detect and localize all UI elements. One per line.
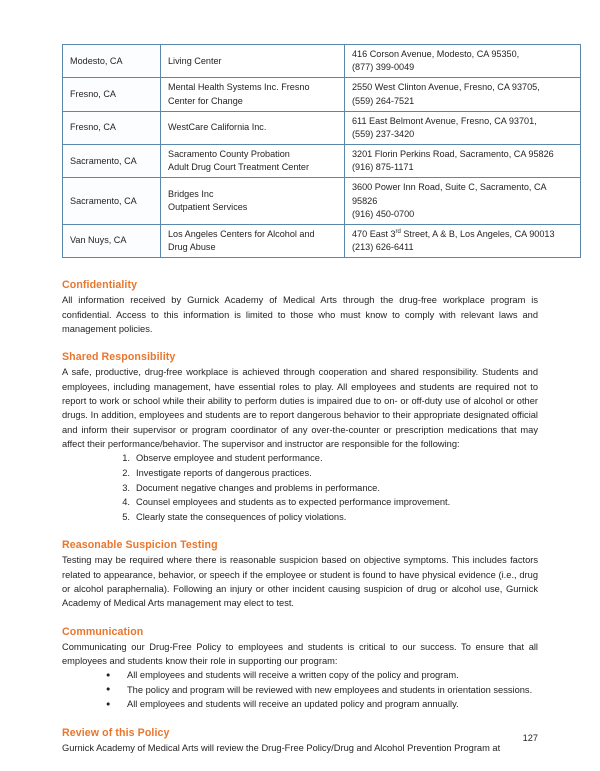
- organization-line: Outpatient Services: [168, 202, 248, 213]
- phone-line: (213) 626-6411: [352, 242, 414, 253]
- list-item: ● All employees and students will receive an updated policy and program annually.: [62, 697, 538, 712]
- phone-line: (877) 399-0049: [352, 62, 415, 73]
- table-cell-address: [345, 111, 581, 144]
- phone-line: (916) 450-0700: [352, 208, 415, 219]
- organization-line: WestCare California Inc.: [168, 122, 267, 133]
- table-cell-address: [345, 145, 581, 178]
- address-line: 416 Corson Avenue, Modesto, CA 95350,: [352, 49, 520, 59]
- organization-line: Los Angeles Centers for Alcohol and: [168, 228, 315, 239]
- table-cell-organization: [161, 224, 345, 257]
- address-line: 2550 West Clinton Avenue, Fresno, CA 93705,: [352, 82, 540, 93]
- address-suffix: Street, A & B, Los Angeles, CA 90013: [400, 228, 555, 239]
- section-review-of-this-policy: [62, 727, 538, 755]
- table-row: [63, 111, 581, 144]
- table-cell-city: Fresno, CA: [63, 111, 161, 144]
- treatment-resources-table: [62, 44, 581, 258]
- organization-line: Bridges Inc: [168, 188, 214, 199]
- section-paragraph-shared-responsibility: A safe, productive, drug-free workplace is achieved through cooperation and shared responsibility. Students and employees, including management, have essential roles to play. All employees and students are required not to report to work or school while their ability to perform duties is impaired due to on- or off-duty use of alcohol or other drugs. In addition, employees and students are to report dangerous behavior to their appropriate designated official and inform their supervisor or program coordinator of any over-the-counter or prescription medications that may affect their performance/behavior. The supervisor and instructor are responsible for the following:: [62, 367, 538, 450]
- list-item: Investigate reports of dangerous practices.: [136, 468, 312, 479]
- table-row: [63, 224, 581, 257]
- section-heading-shared-responsibility: Shared Responsibility: [62, 351, 176, 364]
- communication-measures-list: [62, 668, 538, 712]
- table-cell-city: Fresno, CA: [63, 78, 161, 111]
- section-shared-responsibility: [62, 351, 538, 524]
- table-body: [63, 45, 581, 258]
- phone-line: (916) 875-1171: [352, 162, 414, 173]
- organization-line: Adult Drug Court Treatment Center: [168, 162, 310, 173]
- table-row: [63, 178, 581, 225]
- list-item: Counsel employees and students as to expected performance improvement.: [136, 497, 451, 508]
- list-item: Document negative changes and problems in performance.: [136, 482, 380, 493]
- section-communication: [62, 626, 538, 712]
- phone-line: (559) 237-3420: [352, 128, 415, 139]
- page-number: 127: [522, 733, 538, 743]
- address-line: 3600 Power Inn Road, Suite C, Sacramento, CA: [352, 182, 547, 193]
- table-cell-address: [345, 45, 581, 78]
- list-item: Clearly state the consequences of policy violations.: [136, 511, 347, 522]
- section-paragraph-communication: Communicating our Drug-Free Policy to employees and students is critical to our success. To ensure that all employees and students know their role in supporting our program:: [62, 641, 538, 666]
- address-prefix: 470 East 3: [352, 228, 396, 239]
- section-heading-communication: Communication: [62, 625, 144, 638]
- page-content: [62, 44, 555, 755]
- ordinal-superscript: rd: [395, 228, 401, 235]
- table-cell-address: [345, 224, 581, 257]
- section-reasonable-suspicion-testing: [62, 539, 538, 610]
- table-row: [63, 78, 581, 111]
- section-heading-reasonable-suspicion-testing: Reasonable Suspicion Testing: [62, 539, 218, 552]
- table-cell-organization: [161, 145, 345, 178]
- organization-line: Sacramento County Probation: [168, 149, 290, 160]
- table-cell-address: [345, 178, 581, 225]
- section-confidentiality: [62, 279, 538, 336]
- address-line: 95826: [352, 195, 378, 206]
- table-cell-organization: [161, 178, 345, 225]
- section-paragraph-review-of-this-policy: Gurnick Academy of Medical Arts will review the Drug-Free Policy/Drug and Alcohol Prevention Program at: [62, 743, 501, 753]
- organization-line: Living Center: [168, 55, 222, 66]
- table-cell-city: Modesto, CA: [63, 45, 161, 78]
- phone-line: (559) 264-7521: [352, 95, 415, 106]
- table-cell-city: Sacramento, CA: [63, 178, 161, 225]
- table-cell-city: Sacramento, CA: [63, 145, 161, 178]
- organization-line: Drug Abuse: [168, 242, 216, 253]
- address-line: [352, 228, 574, 241]
- supervisor-responsibilities-list: [62, 451, 538, 524]
- table-row: [63, 45, 581, 78]
- section-heading-review-of-this-policy: Review of this Policy: [62, 727, 170, 739]
- list-item: ● All employees and students will receive a written copy of the policy and program.: [62, 668, 538, 683]
- table-row: [63, 145, 581, 178]
- address-line: 3201 Florin Perkins Road, Sacramento, CA 95826: [352, 149, 554, 160]
- organization-line: Mental Health Systems Inc. Fresno: [168, 82, 310, 93]
- section-paragraph-reasonable-suspicion-testing: Testing may be required where there is reasonable suspicion based on objective symptoms. This includes factors related to appearance, behavior, or speech if the employee or student is found to have physical evidence (i.e., drug or alcohol paraphernalia). Following an injury or other incident causing suspicion of drug or alcohol use, Gurnick Academy of Medical Arts management may elect to test.: [62, 555, 538, 609]
- table-cell-organization: [161, 78, 345, 111]
- section-paragraph-confidentiality: All information received by Gurnick Academy of Medical Arts through the drug-free workplace program is confidential. Access to this information is limited to those who must know to comply with relevant laws and management policies.: [62, 295, 538, 334]
- table-cell-city: Van Nuys, CA: [63, 224, 161, 257]
- table-cell-organization: [161, 45, 345, 78]
- table-cell-organization: [161, 111, 345, 144]
- section-heading-confidentiality: Confidentiality: [62, 279, 138, 292]
- list-item: ● The policy and program will be reviewed with new employees and students in orientation sessions.: [62, 683, 538, 698]
- list-item: Observe employee and student performance.: [136, 453, 323, 464]
- organization-line: Center for Change: [168, 95, 243, 106]
- address-line: 611 East Belmont Avenue, Fresno, CA 93701,: [352, 115, 537, 126]
- table-cell-address: [345, 78, 581, 111]
